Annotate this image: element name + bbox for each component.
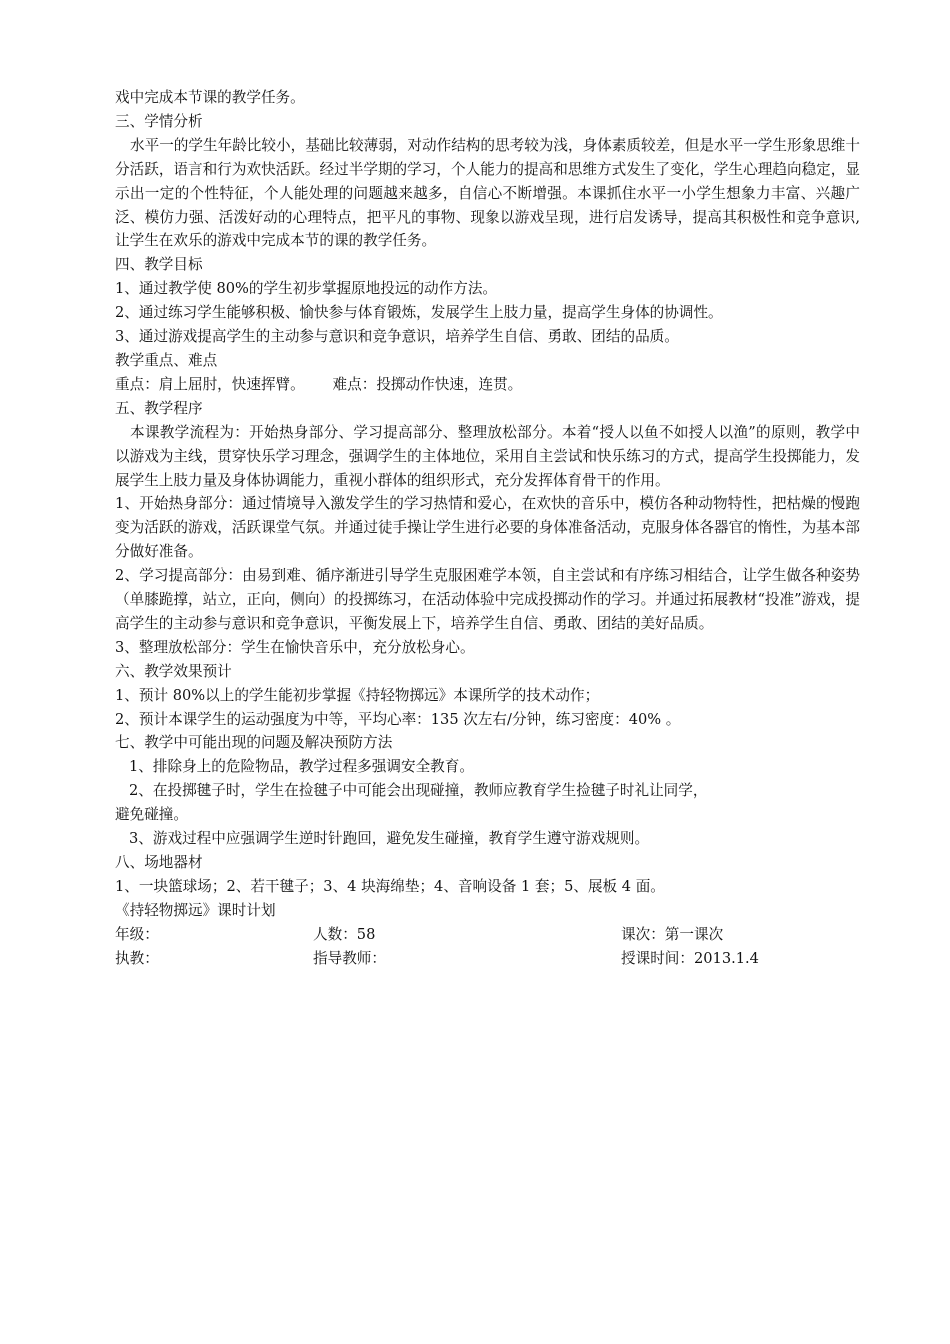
- issue-1: 1、排除身上的危险物品，教学过程多强调安全教育。: [129, 758, 474, 776]
- issue-2: 2、在投掷毽子时，学生在捡毽子中可能会出现碰撞，教师应教育学生捡毽子时礼让同学，: [129, 782, 708, 800]
- document-page: [115, 86, 860, 971]
- paragraph-learner-analysis: 水平一的学生年龄比较小，基础比较薄弱，对动作结构的思考较为浅，身体素质较差，但是水平一学生形象思维十分活跃，语言和行为欢快活跃。经过半学期的学习，个人能力的提高和思维方式发生了变化，学生心理趋向稳定，显示出一定的个性特征，个人能处理的问题越来越多，自信心不断增强。本课抓住水平一小学生想象力丰富、兴趣广泛、模仿力强、活泼好动的心理特点，把平凡的事物、现象以游戏呈现，进行启发诱导，提高其积极性和竞争意识,让学生在欢乐的游戏中完成本节的课的教学任务。: [115, 136, 860, 250]
- issue-2-continued: 避免碰撞。: [115, 806, 188, 824]
- plan-info-row-1: [115, 923, 860, 947]
- procedure-step-1: 1、开始热身部分：通过情境导入激发学生的学习热情和爱心，在欢快的音乐中，模仿各种动物特性，把枯燥的慢跑变为活跃的游戏，活跃课堂气氛。并通过徒手操让学生进行必要的身体准备活动，克服身体各器官的惰性，为基本部分做好准备。: [115, 495, 860, 561]
- section-heading-5: 五、教学程序: [115, 399, 203, 417]
- grade-label: 年级：: [115, 925, 159, 943]
- issue-3: 3、游戏过程中应强调学生逆时针跑回，避免发生碰撞，教育学生遵守游戏规则。: [129, 830, 650, 848]
- goal-3: 3、通过游戏提高学生的主动参与意识和竞争意识，培养学生自信、勇敢、团结的品质。: [115, 328, 679, 346]
- effect-2: 2、预计本课学生的运动强度为中等，平均心率：135 次左右/分钟，练习密度：40% 。: [115, 710, 681, 728]
- equipment-list: 1、一块篮球场；2、若干毽子；3、4 块海绵垫；4、音响设备 1 套；5、展板 4 面。: [115, 877, 665, 895]
- procedure-step-2: 2、学习提高部分：由易到难、循序渐进引导学生克服困难学本领，自主尝试和有序练习相结合，让学生做各种姿势（单膝跪撑，站立，正向，侧向）的投掷练习，在活动体验中完成投掷动作的学习。并通过拓展教材“投准”游戏，提高学生的主动参与意识和竞争意识，平衡发展上下，培养学生自信、勇敢、团结的美好品质。: [115, 567, 860, 632]
- lesson-number: 课次：第一课次: [621, 925, 724, 943]
- goal-2: 2、通过练习学生能够积极、愉快参与体育锻炼，发展学生上肢力量，提高学生身体的协调性。: [115, 304, 723, 322]
- lesson-time: 授课时间：2013.1.4: [621, 949, 759, 967]
- text-line: 戏中完成本节课的教学任务。: [115, 89, 305, 106]
- section-heading-7: 七、教学中可能出现的问题及解决预防方法: [115, 734, 393, 752]
- section-heading-6: 六、教学效果预计: [115, 662, 232, 680]
- lesson-plan-title: 《持轻物掷远》课时计划: [115, 901, 276, 919]
- paragraph-procedure: 本课教学流程为：开始热身部分、学习提高部分、整理放松部分。本着“授人以鱼不如授人以渔”的原则，教学中以游戏为主线，贯穿快乐学习理念，强调学生的主体地位，采用自主尝试和快乐练习的方式，提高学生投掷能力，发展学生上肢力量及身体协调能力，重视小群体的组织形式，充分发挥体育骨干的作用。: [115, 423, 860, 489]
- procedure-step-3: 3、整理放松部分：学生在愉快音乐中，充分放松身心。: [115, 638, 475, 656]
- student-count: 人数：58: [313, 925, 376, 943]
- teacher-label: 执教：: [115, 949, 159, 967]
- key-points: 重点：肩上屈肘，快速挥臂。 难点：投掷动作快速，连贯。: [115, 375, 523, 393]
- effect-1: 1、预计 80%以上的学生能初步掌握《持轻物掷远》本课所学的技术动作；: [115, 686, 600, 704]
- plan-info-row-2: [115, 947, 860, 971]
- section-heading-4: 四、教学目标: [115, 256, 203, 274]
- mentor-label: 指导教师：: [313, 949, 386, 967]
- section-heading-3: 三、学情分析: [115, 112, 203, 130]
- goal-1: 1、通过教学使 80%的学生初步掌握原地投远的动作方法。: [115, 280, 498, 298]
- key-points-heading: 教学重点、难点: [115, 351, 218, 369]
- section-heading-8: 八、场地器材: [115, 854, 203, 871]
